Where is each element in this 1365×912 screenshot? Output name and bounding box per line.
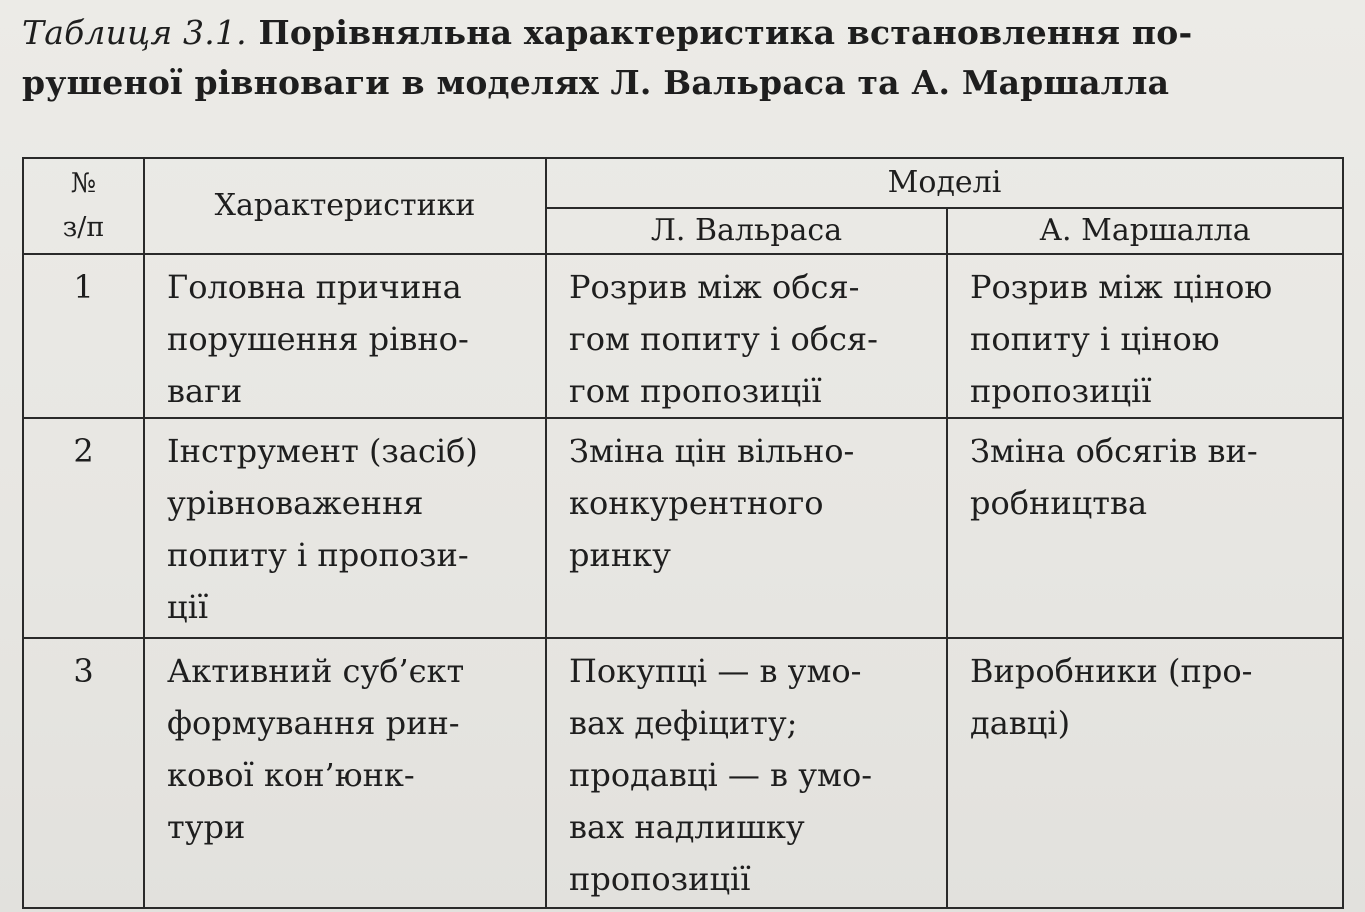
cell-line: робництва <box>970 484 1148 522</box>
caption-lead: Таблиця 3.1. <box>22 13 247 52</box>
marshall-cell <box>947 418 1343 638</box>
cell-line: попиту і ціною <box>970 320 1220 358</box>
header-number <box>23 158 144 254</box>
marshall-cell <box>947 638 1343 908</box>
cell-line: Покупці — в умо- <box>569 652 862 690</box>
table-row <box>23 254 1343 418</box>
characteristic-cell <box>144 254 546 418</box>
header-models: Моделі <box>546 158 1343 208</box>
cell-line: гом попиту і обся- <box>569 320 878 358</box>
header-number-symbol: № <box>70 168 97 199</box>
cell-line: Інструмент (засіб) <box>167 432 478 470</box>
cell-line: пропозиції <box>569 860 751 898</box>
cell-line: кової кон’юнк- <box>167 756 415 794</box>
cell-line: конкурентного <box>569 484 824 522</box>
walras-cell <box>546 418 947 638</box>
cell-line: ції <box>167 588 209 626</box>
marshall-cell <box>947 254 1343 418</box>
cell-line: вах надлишку <box>569 808 805 846</box>
cell-line: Виробники (про- <box>970 652 1253 690</box>
cell-line: урівноваження <box>167 484 424 522</box>
header-marshall: А. Маршалла <box>947 208 1343 254</box>
caption-line-1: Порівняльна характеристика встановлення по- <box>258 13 1193 52</box>
table-caption <box>22 8 1342 108</box>
header-number-abbr: з/п <box>62 212 105 243</box>
cell-line: продавці — в умо- <box>569 756 873 794</box>
cell-line: ваги <box>167 372 243 410</box>
cell-line: Активний суб’єкт <box>167 652 465 690</box>
header-characteristics: Характеристики <box>144 158 546 254</box>
caption-line-2: рушеної рівноваги в моделях Л. Вальраса та А. Маршалла <box>22 63 1170 102</box>
row-number: 3 <box>23 638 144 908</box>
walras-cell <box>546 638 947 908</box>
cell-line: гом пропозиції <box>569 372 822 410</box>
cell-line: вах дефіциту; <box>569 704 798 742</box>
characteristic-cell <box>144 418 546 638</box>
cell-line: Головна причина <box>167 268 462 306</box>
row-number: 2 <box>23 418 144 638</box>
cell-line: Розрив між обся- <box>569 268 860 306</box>
header-walras: Л. Вальраса <box>546 208 947 254</box>
row-number: 1 <box>23 254 144 418</box>
table-row <box>23 418 1343 638</box>
cell-line: Зміна обсягів ви- <box>970 432 1258 470</box>
cell-line: Розрив між ціною <box>970 268 1273 306</box>
characteristic-cell <box>144 638 546 908</box>
table-row <box>23 638 1343 908</box>
cell-line: ринку <box>569 536 671 574</box>
walras-cell <box>546 254 947 418</box>
cell-line: формування рин- <box>167 704 460 742</box>
cell-line: тури <box>167 808 246 846</box>
cell-line: порушення рівно- <box>167 320 469 358</box>
cell-line: попиту і пропози- <box>167 536 469 574</box>
cell-line: пропозиції <box>970 372 1152 410</box>
cell-line: давці) <box>970 704 1071 742</box>
cell-line: Зміна цін вільно- <box>569 432 855 470</box>
comparison-table <box>22 157 1344 909</box>
header-row <box>23 158 1343 208</box>
